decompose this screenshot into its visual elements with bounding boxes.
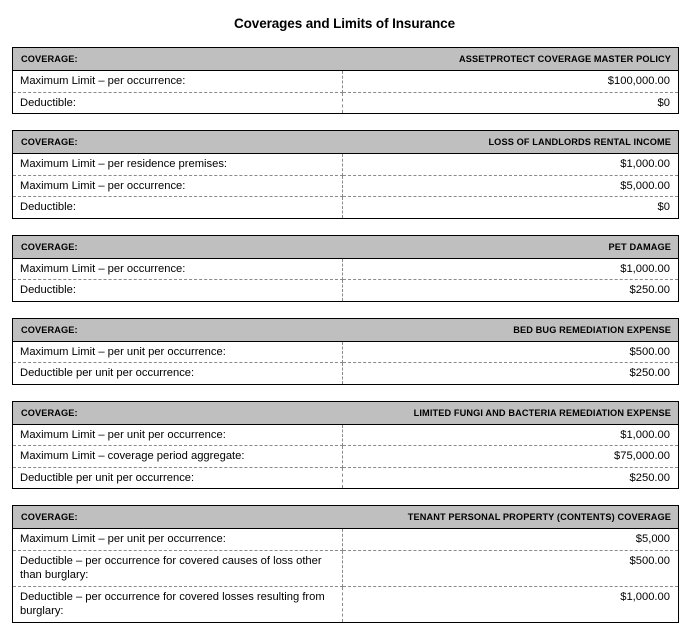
coverage-name-header: TENANT PERSONAL PROPERTY (CONTENTS) COVERAGE: [343, 506, 679, 529]
coverage-item-value: $1,000.00: [343, 258, 679, 280]
coverage-item-label: Maximum Limit – per unit per occurrence:: [13, 341, 343, 363]
table-header-row: [13, 401, 679, 424]
coverage-item-label: Deductible:: [13, 280, 343, 302]
coverage-item-value: $500.00: [343, 341, 679, 363]
table-row: [13, 258, 679, 280]
table-row: [13, 446, 679, 468]
coverage-item-label: Deductible:: [13, 92, 343, 114]
table-row: [13, 197, 679, 219]
coverage-table: [12, 401, 679, 490]
coverage-item-label: Maximum Limit – coverage period aggregate:: [13, 446, 343, 468]
table-row: [13, 363, 679, 385]
table-header-row: [13, 131, 679, 154]
coverage-item-value: $250.00: [343, 363, 679, 385]
coverage-item-label: Maximum Limit – per residence premises:: [13, 154, 343, 176]
table-row: [13, 550, 679, 586]
coverage-item-label: Maximum Limit – per unit per occurrence:: [13, 424, 343, 446]
coverage-label-header: COVERAGE:: [13, 318, 343, 341]
coverage-label-header: COVERAGE:: [13, 401, 343, 424]
table-header-row: [13, 506, 679, 529]
table-row: [13, 154, 679, 176]
coverage-item-label: Maximum Limit – per occurrence:: [13, 258, 343, 280]
table-row: [13, 424, 679, 446]
coverage-name-header: BED BUG REMEDIATION EXPENSE: [343, 318, 679, 341]
table-row: [13, 280, 679, 302]
coverage-item-value: $0: [343, 197, 679, 219]
coverage-name-header: PET DAMAGE: [343, 235, 679, 258]
coverage-table: [12, 318, 679, 385]
coverage-tables-container: [0, 47, 689, 623]
coverage-item-label: Deductible – per occurrence for covered causes of loss other than burglary:: [13, 550, 343, 586]
coverage-label-header: COVERAGE:: [13, 235, 343, 258]
coverage-item-label: Deductible per unit per occurrence:: [13, 467, 343, 489]
table-row: [13, 92, 679, 114]
coverage-item-value: $5,000: [343, 529, 679, 551]
table-header-row: [13, 235, 679, 258]
coverage-item-label: Deductible per unit per occurrence:: [13, 363, 343, 385]
coverage-table: [12, 47, 679, 114]
coverage-table: [12, 130, 679, 219]
coverage-item-label: Maximum Limit – per occurrence:: [13, 71, 343, 93]
coverage-item-label: Maximum Limit – per occurrence:: [13, 175, 343, 197]
table-header-row: [13, 318, 679, 341]
coverage-label-header: COVERAGE:: [13, 48, 343, 71]
coverage-item-value: $1,000.00: [343, 154, 679, 176]
page-title: Coverages and Limits of Insurance: [233, 16, 455, 32]
coverage-name-header: LOSS OF LANDLORDS RENTAL INCOME: [343, 131, 679, 154]
coverage-name-header: ASSETPROTECT COVERAGE MASTER POLICY: [343, 48, 679, 71]
coverage-item-label: Deductible – per occurrence for covered losses resulting from burglary:: [13, 586, 343, 622]
coverage-item-value: $500.00: [343, 550, 679, 586]
insurance-coverage-page: [0, 9, 689, 634]
coverage-name-header: LIMITED FUNGI AND BACTERIA REMEDIATION EXPENSE: [343, 401, 679, 424]
coverage-label-header: COVERAGE:: [13, 506, 343, 529]
table-row: [13, 586, 679, 622]
coverage-item-value: $1,000.00: [343, 586, 679, 622]
coverage-label-header: COVERAGE:: [13, 131, 343, 154]
table-row: [13, 71, 679, 93]
table-header-row: [13, 48, 679, 71]
coverage-item-value: $75,000.00: [343, 446, 679, 468]
table-row: [13, 529, 679, 551]
table-row: [13, 175, 679, 197]
coverage-item-label: Deductible:: [13, 197, 343, 219]
coverage-item-value: $0: [343, 92, 679, 114]
coverage-item-value: $1,000.00: [343, 424, 679, 446]
coverage-item-value: $100,000.00: [343, 71, 679, 93]
coverage-table: [12, 235, 679, 302]
coverage-table: [12, 505, 679, 623]
coverage-item-label: Maximum Limit – per unit per occurrence:: [13, 529, 343, 551]
table-row: [13, 341, 679, 363]
coverage-item-value: $5,000.00: [343, 175, 679, 197]
coverage-item-value: $250.00: [343, 280, 679, 302]
table-row: [13, 467, 679, 489]
coverage-item-value: $250.00: [343, 467, 679, 489]
